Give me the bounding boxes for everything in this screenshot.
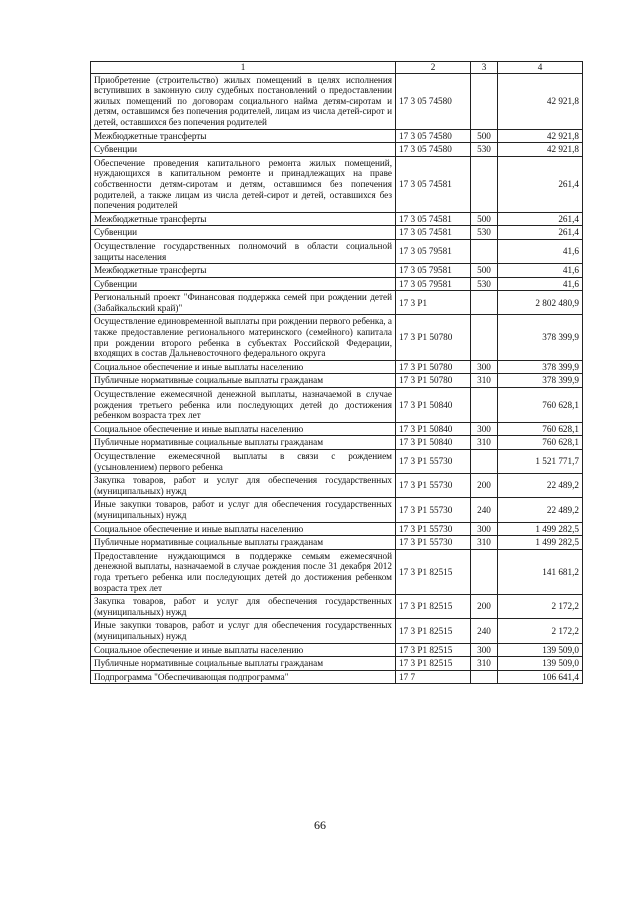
row-code: 17 3 P1 50840	[396, 388, 471, 423]
row-sum: 139 509,0	[498, 657, 583, 671]
row-name: Осуществление ежемесячной выплаты в связи с рождением (усыновлением) первого ребенка	[91, 450, 396, 474]
header-col-3: 3	[471, 62, 498, 74]
row-expense-type: 300	[471, 522, 498, 536]
row-name: Межбюджетные трансферты	[91, 129, 396, 143]
row-code: 17 3 05 74581	[396, 226, 471, 240]
row-name: Осуществление единовременной выплаты при рождении первого ребенка, а также предоставление регионального материнского (семейного) капитала при рождении второго ребенка в субъектах Российской Федерации, входящих в состав Дальневосточного федерального округа	[91, 315, 396, 360]
row-sum: 760 628,1	[498, 436, 583, 450]
table-row	[91, 226, 583, 240]
table-row	[91, 436, 583, 450]
table-row	[91, 643, 583, 657]
row-expense-type	[471, 450, 498, 474]
row-expense-type: 500	[471, 212, 498, 226]
table-row	[91, 595, 583, 619]
header-col-1: 1	[91, 62, 396, 74]
row-sum: 378 399,9	[498, 315, 583, 360]
row-sum: 2 172,2	[498, 595, 583, 619]
row-code: 17 3 P1 82515	[396, 643, 471, 657]
row-name: Осуществление государственных полномочий в области социальной защиты населения	[91, 239, 396, 263]
row-expense-type: 200	[471, 474, 498, 498]
budget-table	[90, 61, 583, 684]
row-expense-type	[471, 73, 498, 129]
row-expense-type: 300	[471, 422, 498, 436]
row-expense-type	[471, 315, 498, 360]
row-expense-type: 530	[471, 226, 498, 240]
row-sum: 261,4	[498, 156, 583, 212]
table-row	[91, 422, 583, 436]
row-sum: 41,6	[498, 239, 583, 263]
row-code: 17 3 P1 55730	[396, 450, 471, 474]
row-name: Публичные нормативные социальные выплаты гражданам	[91, 374, 396, 388]
row-name: Региональный проект "Финансовая поддержка семей при рождении детей (Забайкальский край)"	[91, 291, 396, 315]
row-code: 17 3 P1 82515	[396, 657, 471, 671]
row-code: 17 3 05 74580	[396, 129, 471, 143]
row-name: Субвенции	[91, 277, 396, 291]
header-col-4: 4	[498, 62, 583, 74]
row-expense-type	[471, 239, 498, 263]
row-code: 17 3 P1 55730	[396, 474, 471, 498]
table-row	[91, 129, 583, 143]
row-code: 17 3 05 74580	[396, 143, 471, 157]
row-sum: 760 628,1	[498, 422, 583, 436]
row-code: 17 3 P1 55730	[396, 522, 471, 536]
row-sum: 141 681,2	[498, 549, 583, 594]
table-row	[91, 143, 583, 157]
table-row	[91, 619, 583, 643]
table-row	[91, 536, 583, 550]
row-code: 17 3 P1 50780	[396, 315, 471, 360]
row-name: Социальное обеспечение и иные выплаты населению	[91, 422, 396, 436]
row-expense-type: 310	[471, 374, 498, 388]
row-expense-type	[471, 670, 498, 684]
row-name: Иные закупки товаров, работ и услуг для обеспечения государственных (муниципальных) нужд	[91, 498, 396, 522]
row-sum: 42 921,8	[498, 143, 583, 157]
row-expense-type: 500	[471, 264, 498, 278]
table-header-row	[91, 62, 583, 74]
row-name: Социальное обеспечение и иные выплаты населению	[91, 522, 396, 536]
row-name: Предоставление нуждающимся в поддержке семьям ежемесячной денежной выплаты, назначаемой в случае рождения после 31 декабря 2012 года третьего ребенка или последующих детей до достижения ребенком возраста трех лет	[91, 549, 396, 594]
row-sum: 1 521 771,7	[498, 450, 583, 474]
row-name: Субвенции	[91, 143, 396, 157]
row-expense-type: 200	[471, 595, 498, 619]
row-name: Закупка товаров, работ и услуг для обеспечения государственных (муниципальных) нужд	[91, 474, 396, 498]
row-sum: 378 399,9	[498, 360, 583, 374]
row-expense-type	[471, 388, 498, 423]
row-sum: 1 499 282,5	[498, 522, 583, 536]
row-expense-type: 240	[471, 619, 498, 643]
row-code: 17 3 05 74580	[396, 73, 471, 129]
row-sum: 261,4	[498, 226, 583, 240]
row-code: 17 3 P1 50780	[396, 374, 471, 388]
row-code: 17 3 P1 50840	[396, 436, 471, 450]
row-code: 17 3 P1 82515	[396, 595, 471, 619]
row-name: Осуществление ежемесячной денежной выплаты, назначаемой в случае рождения третьего ребенка или последующих детей до достижения ребенком возраста трех лет	[91, 388, 396, 423]
row-code: 17 3 05 74581	[396, 156, 471, 212]
row-name: Межбюджетные трансферты	[91, 264, 396, 278]
row-code: 17 3 05 74581	[396, 212, 471, 226]
table-row	[91, 474, 583, 498]
row-name: Приобретение (строительство) жилых помещений в целях исполнения вступивших в законную силу судебных постановлений о предоставлении жилых помещений по договорам социального найма детям-сиротам и детям, оставшимся без попечения родителей, лицам из числа детей-сирот и детей, оставшихся без попечения родителей	[91, 73, 396, 129]
row-code: 17 3 P1 82515	[396, 619, 471, 643]
row-name: Публичные нормативные социальные выплаты гражданам	[91, 436, 396, 450]
row-code: 17 3 P1 50780	[396, 360, 471, 374]
row-sum: 139 509,0	[498, 643, 583, 657]
row-name: Публичные нормативные социальные выплаты гражданам	[91, 536, 396, 550]
row-code: 17 3 05 79581	[396, 264, 471, 278]
row-sum: 22 489,2	[498, 474, 583, 498]
table-row	[91, 657, 583, 671]
row-expense-type: 530	[471, 277, 498, 291]
row-expense-type	[471, 291, 498, 315]
row-sum: 106 641,4	[498, 670, 583, 684]
page-number: 66	[314, 818, 326, 832]
row-sum: 2 802 480,9	[498, 291, 583, 315]
row-sum: 1 499 282,5	[498, 536, 583, 550]
row-code: 17 3 P1	[396, 291, 471, 315]
row-code: 17 3 P1 55730	[396, 498, 471, 522]
row-code: 17 3 P1 50840	[396, 422, 471, 436]
row-sum: 261,4	[498, 212, 583, 226]
table-row	[91, 450, 583, 474]
table-row	[91, 239, 583, 263]
row-name: Подпрограмма "Обеспечивающая подпрограмма"	[91, 670, 396, 684]
row-sum: 2 172,2	[498, 619, 583, 643]
row-code: 17 7	[396, 670, 471, 684]
table-row	[91, 522, 583, 536]
row-sum: 41,6	[498, 264, 583, 278]
row-code: 17 3 05 79581	[396, 277, 471, 291]
table-row	[91, 549, 583, 594]
row-sum: 41,6	[498, 277, 583, 291]
row-expense-type: 310	[471, 657, 498, 671]
row-name: Субвенции	[91, 226, 396, 240]
table-row	[91, 291, 583, 315]
table-row	[91, 277, 583, 291]
row-expense-type: 240	[471, 498, 498, 522]
table-row	[91, 374, 583, 388]
header-col-2: 2	[396, 62, 471, 74]
table-row	[91, 315, 583, 360]
row-name: Обеспечение проведения капитального ремонта жилых помещений, нуждающихся в капитальном ремонте и принадлежащих на праве собственности детям-сиротам и детям, оставшимся без попечения родителей, а также лицам из числа детей-сирот и детей, оставшихся без попечения родителей	[91, 156, 396, 212]
row-sum: 22 489,2	[498, 498, 583, 522]
table-row	[91, 264, 583, 278]
row-sum: 378 399,9	[498, 374, 583, 388]
row-expense-type: 300	[471, 643, 498, 657]
table-body	[91, 73, 583, 684]
row-expense-type: 300	[471, 360, 498, 374]
row-name: Закупка товаров, работ и услуг для обеспечения государственных (муниципальных) нужд	[91, 595, 396, 619]
table-row	[91, 670, 583, 684]
table-row	[91, 498, 583, 522]
row-sum: 42 921,8	[498, 129, 583, 143]
row-name: Иные закупки товаров, работ и услуг для обеспечения государственных (муниципальных) нужд	[91, 619, 396, 643]
row-expense-type: 310	[471, 436, 498, 450]
row-expense-type: 310	[471, 536, 498, 550]
row-name: Публичные нормативные социальные выплаты гражданам	[91, 657, 396, 671]
table-row	[91, 156, 583, 212]
table-row	[91, 360, 583, 374]
row-expense-type: 500	[471, 129, 498, 143]
row-expense-type	[471, 156, 498, 212]
row-name: Межбюджетные трансферты	[91, 212, 396, 226]
row-expense-type	[471, 549, 498, 594]
table-row	[91, 73, 583, 129]
row-sum: 760 628,1	[498, 388, 583, 423]
table-row	[91, 388, 583, 423]
row-code: 17 3 P1 82515	[396, 549, 471, 594]
row-sum: 42 921,8	[498, 73, 583, 129]
row-code: 17 3 P1 55730	[396, 536, 471, 550]
table-row	[91, 212, 583, 226]
row-code: 17 3 05 79581	[396, 239, 471, 263]
row-name: Социальное обеспечение и иные выплаты населению	[91, 360, 396, 374]
row-name: Социальное обеспечение и иные выплаты населению	[91, 643, 396, 657]
row-expense-type: 530	[471, 143, 498, 157]
